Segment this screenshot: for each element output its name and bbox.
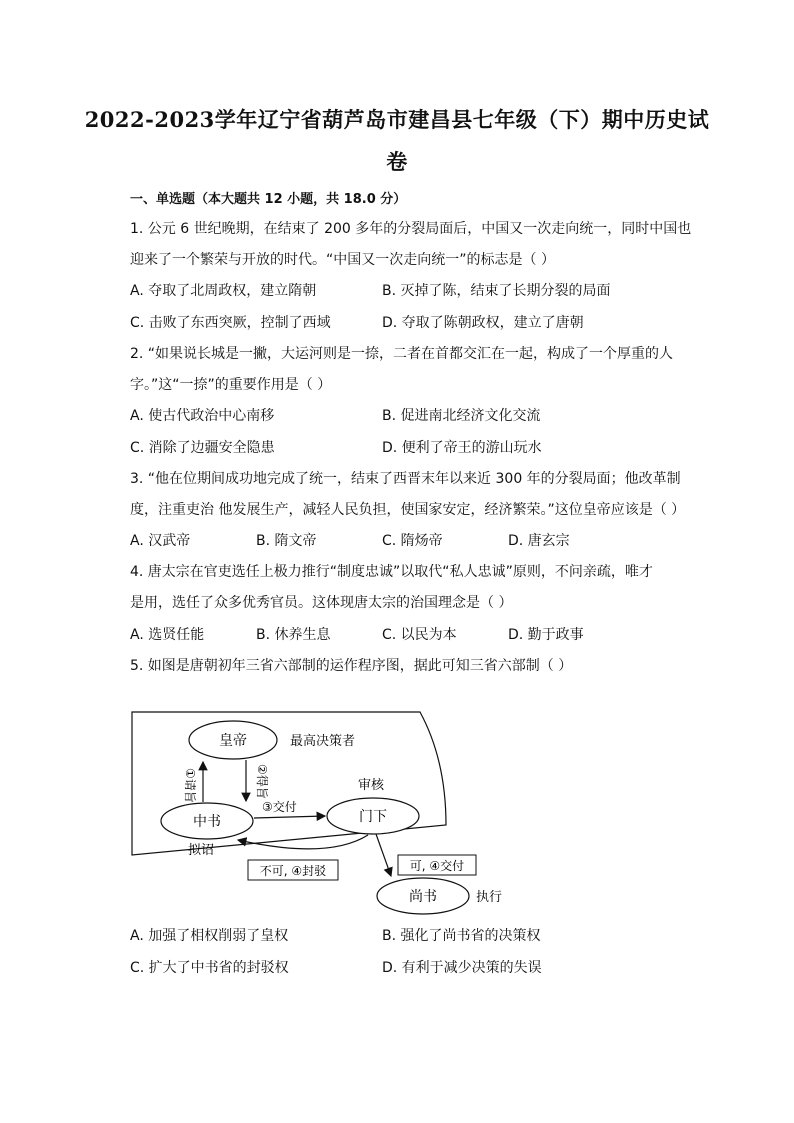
q4-line-2: 是用，选任了众多优秀官员。这体现唐太宗的治国理念是（ ）	[130, 595, 513, 611]
page-title-line-1: 2022-2023学年辽宁省葫芦岛市建昌县七年级（下）期中历史试	[84, 107, 710, 132]
q2-option-b: B. 促进南北经济文化交流	[382, 408, 541, 424]
q4-option-a: A. 选贤任能	[130, 627, 205, 643]
step1-label: ①请旨	[183, 768, 197, 803]
q2-option-c: C. 消除了边疆安全隐患	[130, 440, 275, 456]
q5-option-d: D. 有利于减少决策的失误	[382, 960, 542, 976]
q2-option-a: A. 使古代政治中心南移	[130, 408, 275, 424]
zhongshu-label: 中书	[193, 814, 221, 830]
q1-line-2: 迎来了一个繁荣与开放的时代。“中国又一次走向统一”的标志是（ ）	[130, 252, 555, 268]
q1-line-1: 1. 公元 6 世纪晚期，在结束了 200 多年的分裂局面后，中国又一次走向统一，同时中国也	[130, 221, 692, 237]
q1-option-c: C. 击败了东西突厥，控制了西域	[130, 315, 331, 331]
approve-label: 可, ④交付	[409, 859, 465, 873]
emperor-label: 皇帝	[219, 733, 247, 749]
q1-option-a: A. 夺取了北周政权，建立隋朝	[130, 283, 317, 299]
step2-label: ②得旨	[255, 764, 269, 799]
q1-option-b: B. 灭掉了陈，结束了长期分裂的局面	[382, 283, 611, 299]
step3-label: ③交付	[262, 800, 297, 814]
q3-option-b: B. 隋文帝	[256, 533, 317, 549]
draft-label: 拟诏	[188, 843, 215, 858]
q3-option-d: D. 唐玄宗	[508, 533, 570, 549]
q1-option-d: D. 夺取了陈朝政权，建立了唐朝	[382, 315, 584, 331]
q4-line-1: 4. 唐太宗在官吏选任上极力推行“制度忠诚”以取代“私人忠诚”原则，不问亲疏，唯才	[130, 564, 653, 580]
q2-option-d: D. 便利了帝王的游山玩水	[382, 440, 542, 456]
q3-option-a: A. 汉武帝	[130, 533, 191, 549]
menxia-label: 门下	[359, 809, 387, 825]
q3-option-c: C. 隋炀帝	[382, 533, 443, 549]
q5-option-b: B. 强化了尚书省的决策权	[382, 928, 541, 944]
q4-option-b: B. 休养生息	[256, 627, 331, 643]
section-heading: 一、单选题（本大题共 12 小题，共 18.0 分）	[130, 192, 407, 207]
q3-line-2: 度，注重吏治 他发展生产，减轻人民负担，使国家安定，经济繁荣。”这位皇帝应该是（ ）	[130, 502, 686, 518]
emperor-role-label: 最高决策者	[290, 734, 356, 749]
q3-line-1: 3. “他在位期间成功地完成了统一，结束了西晋末年以来近 300 年的分裂局面；他改革制	[130, 471, 681, 487]
q5-line-1: 5. 如图是唐朝初年三省六部制的运作程序图，据此可知三省六部制（ ）	[130, 658, 573, 674]
arrow-reject	[238, 835, 368, 849]
q5-option-c: C. 扩大了中书省的封驳权	[130, 960, 289, 976]
shangshu-label: 尚书	[409, 889, 437, 905]
q4-option-c: C. 以民为本	[382, 627, 457, 643]
reject-label: 不可, ④封驳	[259, 864, 327, 878]
page-title-line-2: 卷	[386, 149, 408, 174]
q5-option-a: A. 加强了相权削弱了皇权	[130, 928, 289, 944]
arrow-approve	[376, 834, 391, 876]
q2-line-1: 2. “如果说长城是一撇，大运河则是一捺，二者在首都交汇在一起，构成了一个厚重的人	[130, 346, 674, 362]
three-departments-diagram	[128, 700, 508, 925]
arrow-hand-over	[254, 816, 325, 818]
review-label: 审核	[358, 778, 385, 793]
q2-line-2: 字。”这“一捺”的重要作用是（ ）	[130, 377, 332, 393]
execute-label: 执行	[476, 890, 503, 905]
q4-option-d: D. 勤于政事	[508, 627, 584, 643]
